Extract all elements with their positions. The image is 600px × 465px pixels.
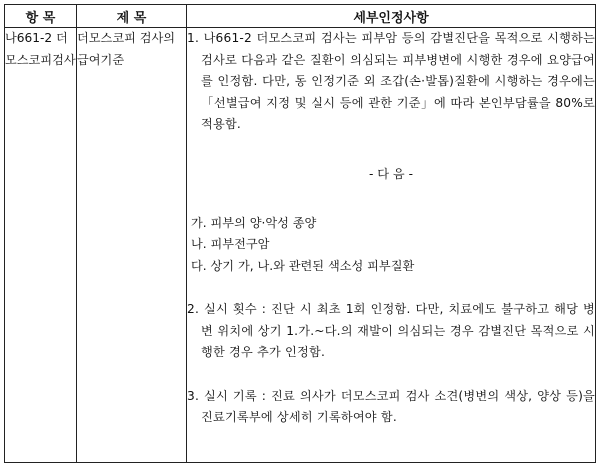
header-title: 제 목 <box>77 5 187 28</box>
header-item: 항 목 <box>5 5 77 28</box>
spacer <box>187 278 595 300</box>
point-1: 1. 나661-2 더모스코피 검사는 피부암 등의 감별진단을 목적으로 시행하는 검사로 다음과 같은 질환이 의심되는 피부병변에 시행한 경우에 요양급여를 인정함. 다만, 동 인정기준 외 조갑(손·발톱)질환에 시행하는 경우에는 「선별급여 지정 및 실시 등에 관한 기준」에 따라 본인부담률을 80%로 적용함. <box>187 31 595 132</box>
list-item-c: 다. 상기 가, 나.와 관련된 색소성 피부질환 <box>191 258 415 273</box>
spacer <box>187 136 595 158</box>
spacer <box>187 364 595 386</box>
list-item-a: 가. 피부의 양·악성 종양 <box>191 215 317 230</box>
item-code-cell <box>5 28 77 463</box>
title-text: 더모스코피 검사의 급여기준 <box>77 31 176 67</box>
table-row <box>5 28 596 463</box>
spacer <box>187 191 595 213</box>
title-cell <box>77 28 187 463</box>
point-2: 2. 실시 횟수 : 진단 시 최초 1회 인정함. 다만, 치료에도 불구하고 해당 병변 위치에 상기 1.가.~다.의 재발이 의심되는 경우 감별진단 목적으로 시행한 경우 추가 인정함. <box>187 302 595 360</box>
list-item-b: 나. 피부전구암 <box>191 237 270 252</box>
list-heading: - 다 음 - <box>369 166 413 181</box>
table-header-row <box>5 5 596 28</box>
point-3: 3. 실시 기록 : 진료 의사가 더모스코피 검사 소견(병변의 색상, 양상 등)을 진료기록부에 상세히 기록하여야 함. <box>187 388 595 425</box>
details-cell <box>187 28 596 463</box>
criteria-table <box>4 4 596 463</box>
header-details: 세부인정사항 <box>187 5 596 28</box>
item-code-text: 나661-2 더모스코피검사 <box>5 31 76 67</box>
